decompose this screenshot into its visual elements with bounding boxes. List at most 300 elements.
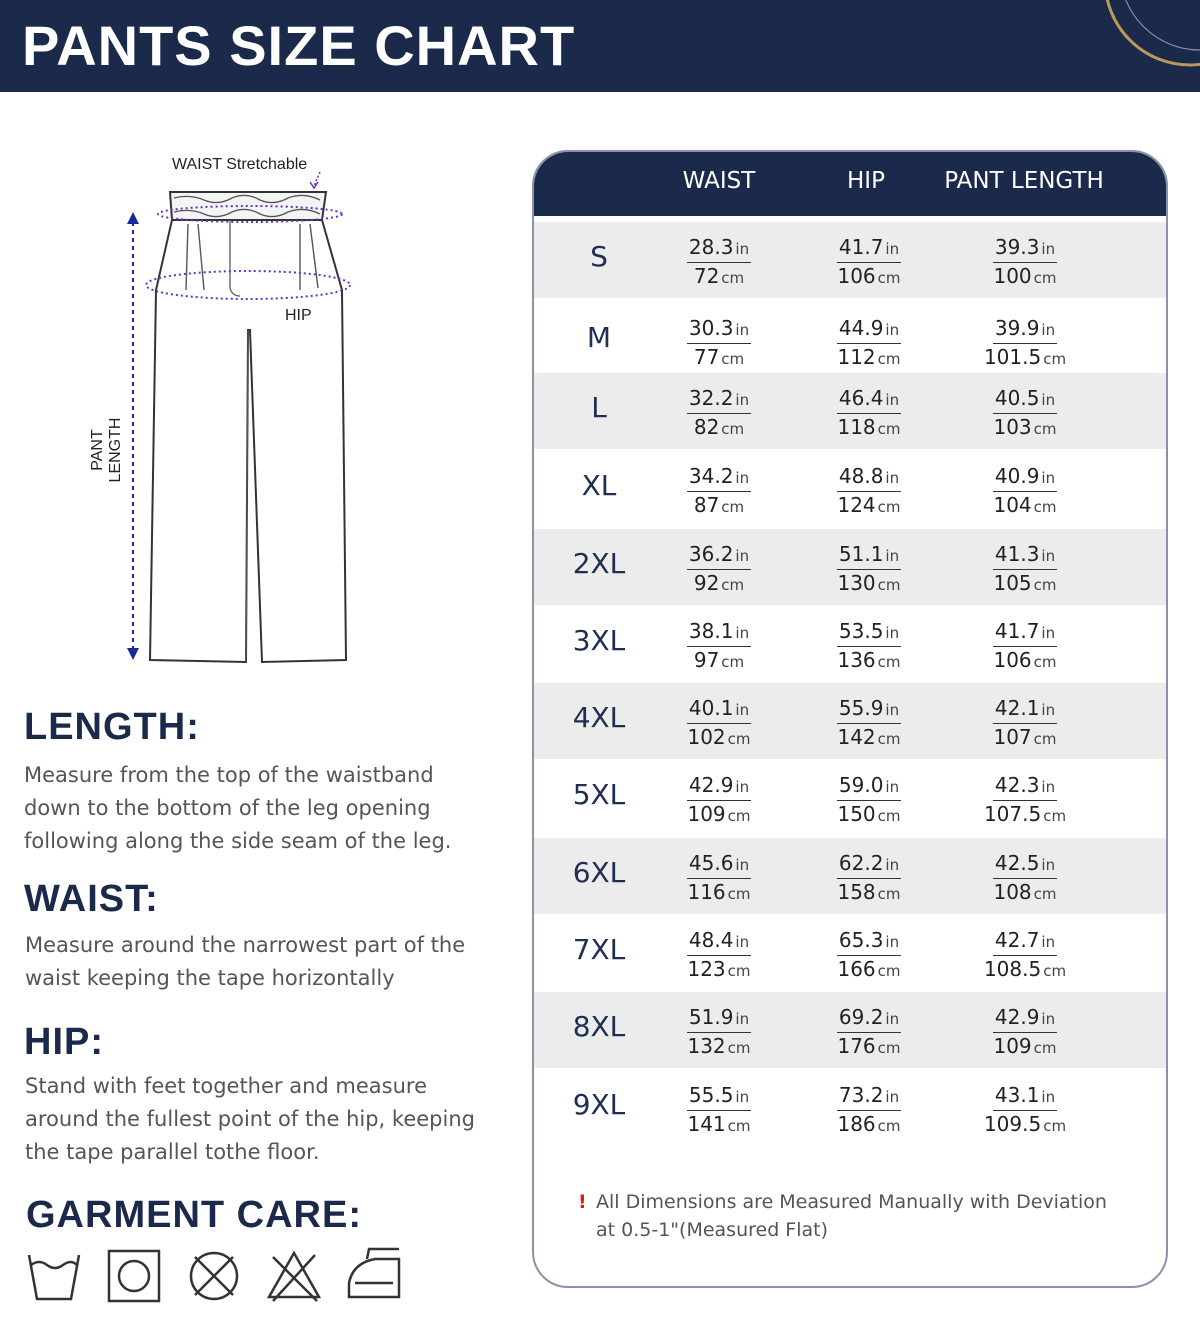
inches-number: 40.1 [688, 696, 734, 720]
inches-number: 42.9 [994, 1005, 1040, 1029]
inches-number: 65.3 [838, 928, 884, 952]
cm-number: 100 [993, 264, 1032, 288]
header-banner [0, 0, 1200, 92]
inches-number: 55.5 [688, 1083, 734, 1107]
waist-value [659, 696, 779, 752]
size-label: 6XL [572, 856, 626, 889]
inches-number: 44.9 [838, 316, 884, 340]
hip-value [809, 773, 929, 829]
hip-centimeters [809, 414, 929, 442]
hip-value [809, 464, 929, 520]
cm-unit: cm [727, 885, 751, 903]
length-inches [993, 619, 1057, 647]
column-header-waist: WAIST [682, 168, 756, 194]
inches-unit: in [885, 391, 900, 409]
inches-number: 48.8 [838, 464, 884, 488]
waist-value [659, 851, 779, 907]
waist-stretchable-label: WAIST Stretchable [172, 156, 308, 173]
waist-value [659, 542, 779, 598]
cm-unit: cm [877, 420, 901, 438]
waist-value [659, 1005, 779, 1061]
inches-number: 41.7 [994, 619, 1040, 643]
hip-inches [837, 542, 901, 570]
cm-unit: cm [721, 269, 745, 287]
table-row [534, 992, 1166, 1068]
note-line: at 0.5-1"(Measured Flat) [596, 1219, 829, 1241]
waist-centimeters [659, 492, 779, 520]
waist-centimeters [659, 956, 779, 984]
waist-centimeters [659, 414, 779, 442]
inches-number: 53.5 [838, 619, 884, 643]
hip-centimeters [809, 263, 929, 291]
length-centimeters [965, 344, 1085, 372]
inches-number: 42.3 [994, 773, 1040, 797]
cm-number: 109 [687, 802, 726, 826]
cm-unit: cm [1033, 269, 1057, 287]
cm-unit: cm [877, 350, 901, 368]
hip-value [809, 386, 929, 442]
length-value [965, 773, 1085, 829]
waist-value [659, 619, 779, 675]
inches-number: 34.2 [688, 464, 734, 488]
cm-number: 77 [693, 345, 720, 369]
cm-unit: cm [877, 730, 901, 748]
table-row [534, 373, 1166, 449]
hip-centimeters [809, 647, 929, 675]
inches-number: 39.3 [994, 235, 1040, 259]
length-value [965, 316, 1085, 372]
waist-centimeters [659, 724, 779, 752]
cm-number: 118 [837, 415, 876, 439]
waist-centimeters [659, 647, 779, 675]
waist-inches [687, 1083, 751, 1111]
waist-inches [687, 542, 751, 570]
inches-number: 39.9 [994, 316, 1040, 340]
pant-length-label: PANT LENGTH [89, 417, 124, 483]
hip-inches [837, 464, 901, 492]
cm-number: 124 [837, 493, 876, 517]
waist-centimeters [659, 263, 779, 291]
warning-icon: ! [578, 1191, 587, 1213]
table-row [534, 451, 1166, 527]
hip-inches [837, 619, 901, 647]
length-centimeters [965, 801, 1085, 829]
waist-heading: WAIST: [24, 878, 159, 920]
cm-number: 186 [837, 1112, 876, 1136]
length-description [24, 759, 494, 858]
cm-unit: cm [1033, 498, 1057, 516]
table-row [534, 760, 1166, 836]
length-value [965, 464, 1085, 520]
garment-care-heading: GARMENT CARE: [26, 1194, 362, 1236]
table-row [534, 683, 1166, 759]
hip-value [809, 928, 929, 984]
waist-centimeters [659, 570, 779, 598]
inches-unit: in [1041, 391, 1056, 409]
hip-value [809, 1005, 929, 1061]
inches-unit: in [735, 624, 750, 642]
hip-centimeters [809, 570, 929, 598]
inches-unit: in [885, 321, 900, 339]
cm-number: 142 [837, 725, 876, 749]
size-label: 8XL [572, 1010, 626, 1043]
hip-value [809, 235, 929, 291]
inches-number: 69.2 [838, 1005, 884, 1029]
table-row [534, 303, 1166, 379]
cm-unit: cm [1033, 730, 1057, 748]
pants-diagram [89, 150, 370, 680]
cm-unit: cm [877, 807, 901, 825]
inches-number: 40.5 [994, 386, 1040, 410]
inches-unit: in [885, 1010, 900, 1028]
inches-number: 40.9 [994, 464, 1040, 488]
cm-number: 112 [837, 345, 876, 369]
size-label: M [586, 321, 612, 354]
cm-unit: cm [877, 1117, 901, 1135]
table-row [534, 915, 1166, 991]
cm-unit: cm [877, 1039, 901, 1057]
inches-number: 42.9 [688, 773, 734, 797]
length-inches [993, 464, 1057, 492]
inches-unit: in [1041, 240, 1056, 258]
length-value [965, 235, 1085, 291]
inches-unit: in [1041, 778, 1056, 796]
cm-number: 103 [993, 415, 1032, 439]
cm-unit: cm [1043, 350, 1067, 368]
cm-unit: cm [877, 962, 901, 980]
table-row [534, 1070, 1166, 1146]
cm-number: 105 [993, 571, 1032, 595]
inches-unit: in [1041, 856, 1056, 874]
size-table-card [532, 150, 1168, 1288]
length-inches [993, 851, 1057, 879]
inches-number: 41.3 [994, 542, 1040, 566]
length-inches [993, 1083, 1057, 1111]
size-label: 9XL [572, 1088, 626, 1121]
length-inches [993, 1005, 1057, 1033]
inches-number: 46.4 [838, 386, 884, 410]
inches-number: 42.1 [994, 696, 1040, 720]
waist-inches [687, 696, 751, 724]
waist-value [659, 464, 779, 520]
text-line: Stand with feet together and measure [25, 1074, 427, 1098]
waist-inches [687, 619, 751, 647]
waist-inches [687, 851, 751, 879]
waist-inches [687, 928, 751, 956]
length-value [965, 542, 1085, 598]
cm-unit: cm [1033, 1039, 1057, 1057]
length-centimeters [965, 724, 1085, 752]
table-row [534, 838, 1166, 914]
size-label: L [591, 391, 607, 424]
cm-unit: cm [1033, 885, 1057, 903]
length-inches [993, 235, 1057, 263]
hip-inches [837, 851, 901, 879]
cm-number: 176 [837, 1034, 876, 1058]
hip-value [809, 619, 929, 675]
length-centimeters [965, 492, 1085, 520]
inches-unit: in [735, 1010, 750, 1028]
cm-number: 150 [837, 802, 876, 826]
inches-unit: in [735, 778, 750, 796]
cm-unit: cm [727, 1039, 751, 1057]
inches-number: 36.2 [688, 542, 734, 566]
cm-number: 102 [687, 725, 726, 749]
waist-inches [687, 1005, 751, 1033]
waist-inches [687, 316, 751, 344]
cm-number: 106 [993, 648, 1032, 672]
text-line: Measure around the narrowest part of the [25, 933, 466, 957]
cm-unit: cm [877, 653, 901, 671]
cm-number: 141 [687, 1112, 726, 1136]
measurement-note [578, 1188, 1136, 1244]
table-row [534, 529, 1166, 605]
length-centimeters [965, 414, 1085, 442]
inches-unit: in [1041, 321, 1056, 339]
cm-number: 130 [837, 571, 876, 595]
inches-number: 38.1 [688, 619, 734, 643]
cm-unit: cm [727, 730, 751, 748]
cm-unit: cm [877, 576, 901, 594]
cm-number: 101.5 [983, 345, 1042, 369]
table-row [534, 606, 1166, 682]
cm-number: 72 [693, 264, 720, 288]
cm-number: 92 [693, 571, 720, 595]
length-inches [993, 542, 1057, 570]
cm-number: 107.5 [983, 802, 1042, 826]
length-heading: LENGTH: [24, 706, 200, 748]
inches-unit: in [885, 701, 900, 719]
cm-unit: cm [877, 269, 901, 287]
table-row [534, 222, 1166, 298]
inches-unit: in [1041, 1088, 1056, 1106]
decorative-arc-icon [1060, 0, 1200, 92]
hip-inches [837, 773, 901, 801]
hip-inches [837, 1083, 901, 1111]
inches-unit: in [735, 469, 750, 487]
hip-centimeters [809, 1111, 929, 1139]
waist-value [659, 1083, 779, 1139]
inches-number: 28.3 [688, 235, 734, 259]
cm-number: 158 [837, 880, 876, 904]
do-not-bleach-icon [265, 1245, 323, 1305]
hip-centimeters [809, 492, 929, 520]
hip-inches [837, 696, 901, 724]
cm-number: 106 [837, 264, 876, 288]
cm-number: 108 [993, 880, 1032, 904]
hip-description [25, 1070, 495, 1169]
length-centimeters [965, 1033, 1085, 1061]
inches-unit: in [1041, 624, 1056, 642]
waist-centimeters [659, 344, 779, 372]
waist-centimeters [659, 1033, 779, 1061]
cm-unit: cm [727, 807, 751, 825]
inches-unit: in [735, 701, 750, 719]
waist-value [659, 773, 779, 829]
text-line: around the fullest point of the hip, keeping [25, 1107, 475, 1131]
waist-inches [687, 386, 751, 414]
inches-number: 48.4 [688, 928, 734, 952]
waist-centimeters [659, 1111, 779, 1139]
inches-number: 42.5 [994, 851, 1040, 875]
cm-number: 82 [693, 415, 720, 439]
hip-centimeters [809, 879, 929, 907]
hip-value [809, 696, 929, 752]
hip-centimeters [809, 344, 929, 372]
inches-unit: in [1041, 1010, 1056, 1028]
waist-value [659, 235, 779, 291]
inches-unit: in [885, 778, 900, 796]
length-centimeters [965, 263, 1085, 291]
length-value [965, 386, 1085, 442]
cm-number: 107 [993, 725, 1032, 749]
cm-number: 109.5 [983, 1112, 1042, 1136]
hip-centimeters [809, 724, 929, 752]
inches-unit: in [735, 1088, 750, 1106]
inches-unit: in [735, 547, 750, 565]
inches-number: 73.2 [838, 1083, 884, 1107]
length-value [965, 619, 1085, 675]
cm-number: 123 [687, 957, 726, 981]
waist-value [659, 316, 779, 372]
cm-number: 116 [687, 880, 726, 904]
text-line: waist keeping the tape horizontally [25, 966, 395, 990]
care-icons [25, 1245, 403, 1305]
length-centimeters [965, 647, 1085, 675]
hip-value [809, 316, 929, 372]
cm-number: 87 [693, 493, 720, 517]
inches-unit: in [885, 547, 900, 565]
pants-illustration [100, 150, 370, 680]
waist-centimeters [659, 801, 779, 829]
hip-centimeters [809, 956, 929, 984]
length-inches [993, 386, 1057, 414]
hip-inches [837, 235, 901, 263]
cm-unit: cm [877, 498, 901, 516]
inches-unit: in [735, 321, 750, 339]
inches-number: 51.1 [838, 542, 884, 566]
cm-unit: cm [1033, 420, 1057, 438]
length-centimeters [965, 1111, 1085, 1139]
inches-number: 55.9 [838, 696, 884, 720]
inches-number: 51.9 [688, 1005, 734, 1029]
inches-number: 32.2 [688, 386, 734, 410]
cm-number: 104 [993, 493, 1032, 517]
cm-unit: cm [1043, 962, 1067, 980]
inches-unit: in [1041, 933, 1056, 951]
cm-unit: cm [1033, 653, 1057, 671]
cm-number: 109 [993, 1034, 1032, 1058]
waist-inches [687, 464, 751, 492]
text-line: following along the side seam of the leg. [24, 829, 452, 853]
cm-unit: cm [1043, 1117, 1067, 1135]
length-inches [993, 696, 1057, 724]
length-value [965, 1005, 1085, 1061]
inches-unit: in [1041, 547, 1056, 565]
table-header [534, 152, 1166, 216]
inches-number: 41.7 [838, 235, 884, 259]
inches-unit: in [1041, 469, 1056, 487]
hip-inches [837, 316, 901, 344]
cm-unit: cm [721, 350, 745, 368]
text-line: the tape parallel tothe floor. [25, 1140, 320, 1164]
hip-heading: HIP: [24, 1021, 104, 1063]
hip-value [809, 1083, 929, 1139]
inches-unit: in [735, 240, 750, 258]
size-label: 3XL [572, 624, 626, 657]
inches-number: 62.2 [838, 851, 884, 875]
size-label: 2XL [572, 547, 626, 580]
length-centimeters [965, 570, 1085, 598]
cm-number: 136 [837, 648, 876, 672]
cm-unit: cm [727, 962, 751, 980]
size-label: 7XL [572, 933, 626, 966]
waist-inches [687, 773, 751, 801]
waist-value [659, 928, 779, 984]
cm-unit: cm [721, 420, 745, 438]
cm-unit: cm [1043, 807, 1067, 825]
inches-number: 59.0 [838, 773, 884, 797]
hip-inches [837, 386, 901, 414]
inches-unit: in [885, 240, 900, 258]
tumble-dry-icon [105, 1245, 163, 1305]
inches-unit: in [885, 856, 900, 874]
waist-description [25, 929, 495, 995]
inches-unit: in [885, 624, 900, 642]
size-label: 4XL [572, 701, 626, 734]
inches-unit: in [735, 856, 750, 874]
cm-number: 97 [693, 648, 720, 672]
inches-unit: in [735, 391, 750, 409]
inches-unit: in [885, 933, 900, 951]
hip-inches [837, 1005, 901, 1033]
hip-label: HIP [285, 307, 312, 324]
hip-value [809, 851, 929, 907]
length-value [965, 696, 1085, 752]
inches-number: 42.7 [994, 928, 1040, 952]
length-value [965, 851, 1085, 907]
length-value [965, 928, 1085, 984]
note-line: All Dimensions are Measured Manually with Deviation [596, 1191, 1107, 1213]
size-label: XL [581, 469, 617, 502]
text-line: Measure from the top of the waistband [24, 763, 434, 787]
length-inches [993, 928, 1057, 956]
inches-unit: in [735, 933, 750, 951]
waist-centimeters [659, 879, 779, 907]
cm-unit: cm [727, 1117, 751, 1135]
text-line: down to the bottom of the leg opening [24, 796, 431, 820]
do-not-dry-clean-icon [185, 1245, 243, 1305]
hip-value [809, 542, 929, 598]
hip-centimeters [809, 1033, 929, 1061]
hip-centimeters [809, 801, 929, 829]
cm-unit: cm [1033, 576, 1057, 594]
hip-inches [837, 928, 901, 956]
cm-unit: cm [721, 498, 745, 516]
inches-unit: in [1041, 701, 1056, 719]
inches-unit: in [885, 1088, 900, 1106]
size-label: S [590, 240, 608, 273]
cm-unit: cm [877, 885, 901, 903]
wash-30-icon [25, 1245, 83, 1305]
length-inches [993, 773, 1057, 801]
cm-number: 166 [837, 957, 876, 981]
length-inches [993, 316, 1057, 344]
inches-unit: in [885, 469, 900, 487]
inches-number: 43.1 [994, 1083, 1040, 1107]
waist-value [659, 386, 779, 442]
length-centimeters [965, 956, 1085, 984]
